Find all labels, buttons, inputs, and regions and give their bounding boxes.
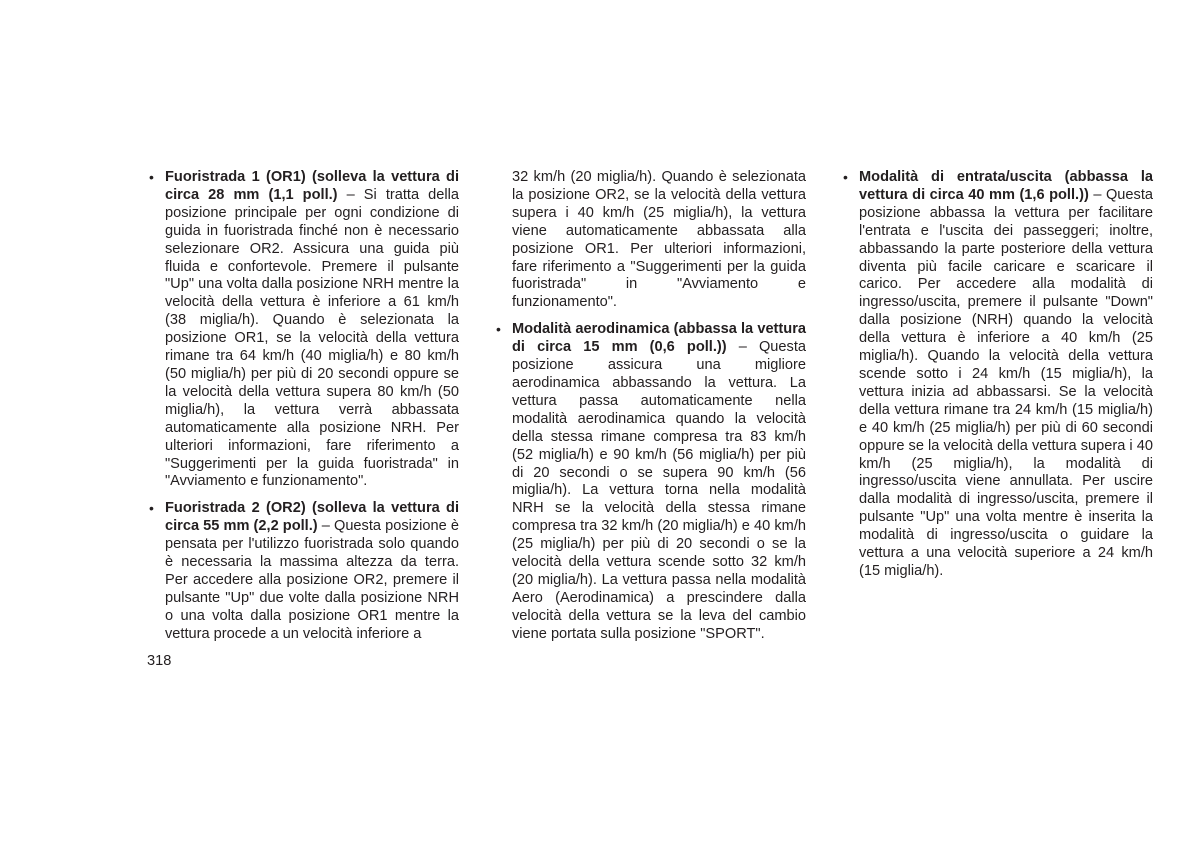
item-heading: Fuoristrada 1 (OR1) (solleva la vettura di circa 28 mm (1,1 poll.) bbox=[165, 169, 459, 203]
item-heading: Modalità di entrata/uscita (abbassa la vettura di circa 40 mm (1,6 poll.)) bbox=[859, 169, 1153, 203]
item-body: – Questa posizione assicura una migliore aerodinamica abbassando la vettura. La vettura passa automaticamente nella modalità aerodinamica quando la velocità della stessa rimane compresa tra 83 km/h (52 miglia/h) e 90 km/h (56 miglia/h) per più di 20 secondi o se supera 90 km/h (56 miglia/h). La vettura torna nella modalità NRH se la velocità della stessa rimane compresa tra 32 km/h (20 miglia/h) e 40 km/h (25 miglia/h) per più di 20 secondi o se la velocità della vettura scende sotto 32 km/h (20 miglia/h). La vettura passa nella modalità Aero (Aerodinamica) a prescindere dalla velocità della vettura se la leva del cambio viene portata sulla posizione "SPORT". bbox=[512, 339, 807, 642]
list-item-continuation bbox=[494, 169, 806, 312]
list-item bbox=[147, 500, 459, 643]
bullet-icon: • bbox=[149, 500, 154, 517]
item-body: – Questa posizione abbassa la vettura per facilitare l'entrata e l'uscita dei passeggeri; inoltre, abbassando la parte posteriore della vettura diventa più facile caricare e scaricare il carico. Per accedere alla modalità di ingresso/uscita, premere il pulsante "Down" dalla posizione (NRH) quando la velocità della vettura è inferiore a 40 km/h (25 miglia/h). Quando la velocità della vettura scende sotto i 24 km/h (15 miglia/h), la vettura inizia ad abbassarsi. Se la velocità della vettura rimane tra 24 km/h (15 miglia/h) e 40 km/h (25 miglia/h) per più di 60 secondi oppure se la velocità della vettura supera i 40 km/h (25 miglia/h), la modalità di ingresso/uscita viene annullata. Per uscire dalla modalità di ingresso/uscita, premere il pulsante "Up" una volta mentre è inserita la modalità di ingresso/uscita o guidare la vettura a una velocità superiore a 24 km/h (15 miglia/h). bbox=[859, 186, 1153, 579]
list-item bbox=[494, 321, 806, 643]
bullet-icon: • bbox=[843, 169, 848, 185]
item-heading: Fuoristrada 2 (OR2) (solleva la vettura di circa 55 mm (2,2 poll.) bbox=[165, 500, 459, 535]
item-body: – Si tratta della posizione principale per ogni condizione di guida in fuoristrada finché non è necessario selezionare OR2. Assicura una guida più fluida e confortevole. Premere il pulsante "Up" una volta dalla posizione NRH mentre la velocità della vettura è inferiore a 61 km/h (38 miglia/h). Quando è selezionata la posizione OR1, se la velocità della vettura rimane tra 64 km/h (40 miglia/h) e 80 km/h (50 miglia/h) per più di 20 secondi oppure se la velocità della vettura supera 80 km/h (50 miglia/h), la vettura verrà abbassata automaticamente alla posizione NRH. Per ulteriori informazioni, fare riferimento a "Suggerimenti per la guida fuoristrada" in "Avviamento e funzionamento". bbox=[165, 186, 459, 490]
item-heading: Modalità aerodinamica (abbassa la vettura di circa 15 mm (0,6 poll.)) bbox=[512, 321, 806, 356]
page-number: 318 bbox=[147, 653, 172, 669]
item-body: – Questa posizione è pensata per l'utilizzo fuoristrada solo quando è necessaria la massima altezza da terra. Per accedere alla posizione OR2, premere il pulsante "Up" due volte dalla posizione NRH o una volta dalla posizione OR1 mentre la vettura procede a un velocità inferiore a bbox=[165, 518, 459, 642]
list-item bbox=[147, 169, 459, 491]
bullet-icon: • bbox=[149, 169, 154, 185]
text-column-2 bbox=[494, 169, 806, 653]
bullet-icon: • bbox=[496, 321, 501, 338]
text-column-3 bbox=[841, 169, 1153, 590]
text-column-1 bbox=[147, 169, 459, 653]
item-body: 32 km/h (20 miglia/h). Quando è selezionata la posizione OR2, se la velocità della vettura supera i 40 km/h (25 miglia/h), la vettura viene automaticamente abbassata alla posizione OR1. Per ulteriori informazioni, fare riferimento a "Suggerimenti per la guida fuoristrada" in "Avviamento e funzionamento". bbox=[512, 169, 806, 311]
list-item bbox=[841, 169, 1153, 581]
